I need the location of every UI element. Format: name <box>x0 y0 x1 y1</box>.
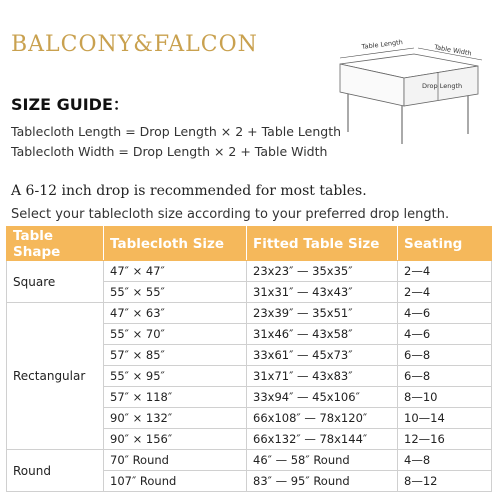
tablecloth-size-cell: 47″ × 63″ <box>104 303 247 324</box>
tablecloth-diagram <box>318 36 494 148</box>
seating-cell: 4—6 <box>398 324 492 345</box>
drop-length-label: Drop Length <box>422 82 463 90</box>
width-formula: Tablecloth Width = Drop Length × 2 + Table Width <box>11 144 328 159</box>
shape-cell: Round <box>7 450 104 492</box>
tablecloth-size-cell: 55″ × 70″ <box>104 324 247 345</box>
size-table <box>6 226 492 492</box>
seating-cell: 2—4 <box>398 261 492 282</box>
size-guide-heading: SIZE GUIDE： <box>11 95 129 114</box>
brand-logo: BALCONY&FALCON <box>11 32 258 57</box>
shape-cell: Rectangular <box>7 303 104 450</box>
seating-cell: 8—12 <box>398 471 492 492</box>
header-fitted-table-size: Fitted Table Size <box>247 227 398 261</box>
fitted-size-cell: 33x61″ — 45x73″ <box>247 345 398 366</box>
fitted-size-cell: 66x132″ — 78x144″ <box>247 429 398 450</box>
tablecloth-size-cell: 47″ × 47″ <box>104 261 247 282</box>
seating-cell: 8—10 <box>398 387 492 408</box>
length-formula: Tablecloth Length = Drop Length × 2 + Table Length <box>11 124 342 139</box>
seating-cell: 10—14 <box>398 408 492 429</box>
shape-cell: Square <box>7 261 104 303</box>
header-table-shape: Table Shape <box>7 227 104 261</box>
seating-cell: 12—16 <box>398 429 492 450</box>
fitted-size-cell: 23x23″ — 35x35″ <box>247 261 398 282</box>
tablecloth-size-cell: 57″ × 85″ <box>104 345 247 366</box>
tablecloth-size-cell: 107″ Round <box>104 471 247 492</box>
seating-cell: 4—8 <box>398 450 492 471</box>
header-seating: Seating <box>398 227 492 261</box>
drop-recommendation: A 6-12 inch drop is recommended for most tables. <box>11 183 367 199</box>
seating-cell: 6—8 <box>398 345 492 366</box>
tablecloth-size-cell: 70″ Round <box>104 450 247 471</box>
table-row <box>7 261 492 282</box>
selection-instruction: Select your tablecloth size according to your preferred drop length. <box>11 207 450 222</box>
tablecloth-size-cell: 90″ × 156″ <box>104 429 247 450</box>
seating-cell: 2—4 <box>398 282 492 303</box>
table-length-label: Table Length <box>361 38 404 51</box>
table-row <box>7 303 492 324</box>
tablecloth-size-cell: 57″ × 118″ <box>104 387 247 408</box>
tablecloth-size-cell: 55″ × 55″ <box>104 282 247 303</box>
fitted-size-cell: 31x31″ — 43x43″ <box>247 282 398 303</box>
fitted-size-cell: 83″ — 95″ Round <box>247 471 398 492</box>
fitted-size-cell: 31x71″ — 43x83″ <box>247 366 398 387</box>
table-width-label: Table Width <box>433 43 473 58</box>
fitted-size-cell: 33x94″ — 45x106″ <box>247 387 398 408</box>
fitted-size-cell: 31x46″ — 43x58″ <box>247 324 398 345</box>
fitted-size-cell: 23x39″ — 35x51″ <box>247 303 398 324</box>
seating-cell: 4—6 <box>398 303 492 324</box>
fitted-size-cell: 66x108″ — 78x120″ <box>247 408 398 429</box>
header-tablecloth-size: Tablecloth Size <box>104 227 247 261</box>
tablecloth-size-cell: 55″ × 95″ <box>104 366 247 387</box>
table-header-row <box>7 227 492 261</box>
seating-cell: 6—8 <box>398 366 492 387</box>
tablecloth-size-cell: 90″ × 132″ <box>104 408 247 429</box>
fitted-size-cell: 46″ — 58″ Round <box>247 450 398 471</box>
table-row <box>7 450 492 471</box>
